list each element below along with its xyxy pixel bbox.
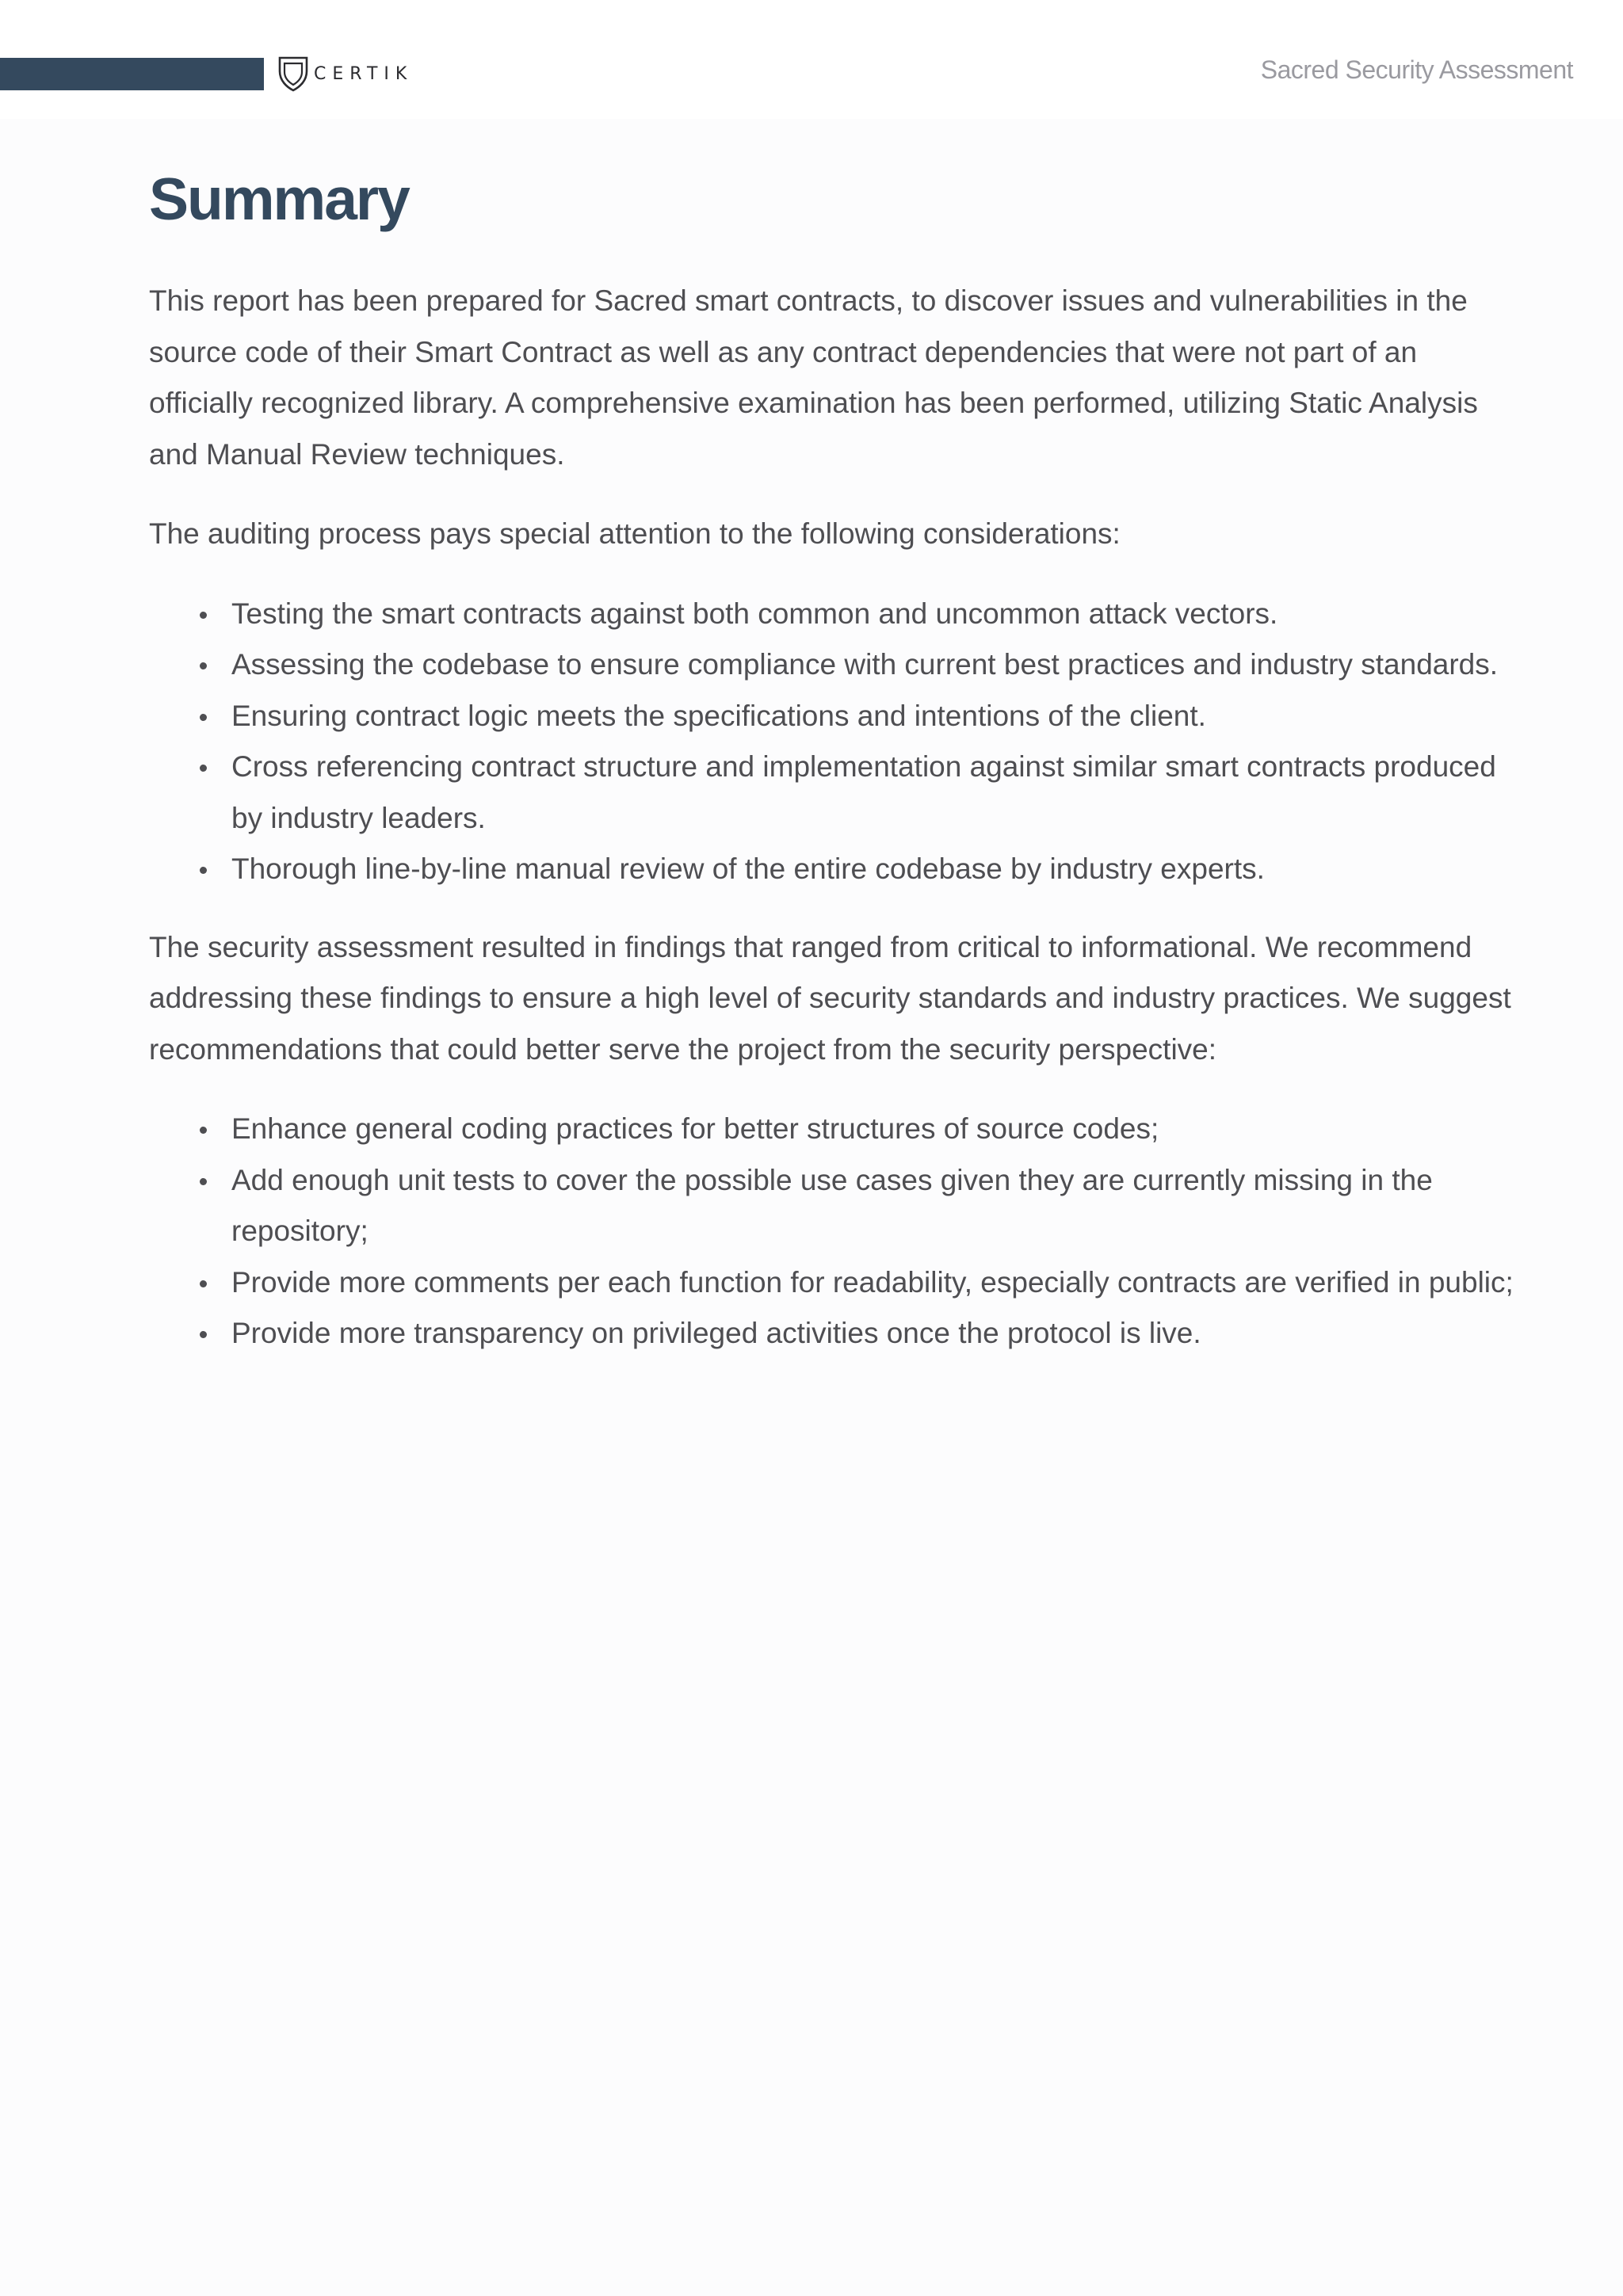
recommendations-list [149, 1104, 1528, 1360]
document-title: Sacred Security Assessment [1260, 55, 1573, 84]
list-item: Add enough unit tests to cover the possible use cases given they are currently missing in the repository; [149, 1155, 1528, 1257]
list-item: Enhance general coding practices for better structures of source codes; [149, 1104, 1528, 1155]
list-item: Cross referencing contract structure and implementation against similar smart contracts produced by industry leaders. [149, 742, 1528, 844]
list-item: Ensuring contract logic meets the specifications and intentions of the client. [149, 691, 1528, 742]
page-title: Summary [149, 166, 409, 232]
logo-wordmark: CERTIK [314, 63, 414, 84]
summary-section [149, 163, 1528, 1360]
header-accent-bar [0, 58, 264, 90]
considerations-list [149, 589, 1528, 895]
findings-paragraph: The security assessment resulted in findings that ranged from critical to informational. We recommend addressing these findings to ensure a high level of security standards and industry practices. We suggest recommendations that could better serve the project from the security perspective: [149, 930, 1511, 1066]
list-item: Provide more transparency on privileged activities once the protocol is live. [149, 1308, 1528, 1360]
list-item: Testing the smart contracts against both common and uncommon attack vectors. [149, 589, 1528, 640]
considerations-intro: The auditing process pays special attention to the following considerations: [149, 517, 1121, 550]
list-item: Thorough line-by-line manual review of the entire codebase by industry experts. [149, 844, 1528, 895]
certik-shield-icon [277, 55, 309, 92]
page-header [0, 0, 1623, 119]
list-item: Provide more comments per each function for readability, especially contracts are verified in public; [149, 1257, 1528, 1309]
certik-logo [277, 55, 413, 92]
intro-paragraph: This report has been prepared for Sacred smart contracts, to discover issues and vulnerabilities in the source code of their Smart Contract as well as any contract dependencies that were not part of an officially recognized library. A comprehensive examination has been performed, utilizing Static Analysis and Manual Review techniques. [149, 284, 1478, 471]
list-item: Assessing the codebase to ensure compliance with current best practices and industry standards. [149, 639, 1528, 691]
